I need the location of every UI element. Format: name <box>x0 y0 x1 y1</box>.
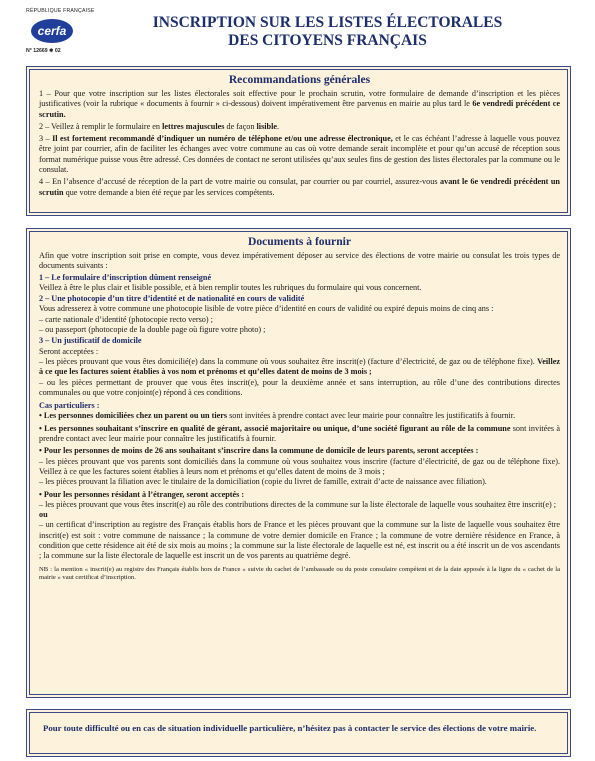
documents-title: Documents à fournir <box>247 235 352 248</box>
list-item: – ou passeport (photocopie de la double page où figure votre photo) ; <box>39 325 266 335</box>
page-header <box>26 8 569 60</box>
cerfa-logo-icon <box>30 18 74 44</box>
nb-note: NB : la mention « inscrit(e) au registre des Français établis hors de France » suivie du cachet de l’ambassade ou du poste consulaire compétent et de la date apposée à la ligne du « cachet de la mairie » vaut certificat d’inscription. <box>39 565 560 581</box>
section-domicile-title: 3 – Un justificatif de domicile <box>39 336 142 346</box>
list-item: – les pièces prouvant que vous êtes inscrit(e) au rôle des contributions directes de la commune sur la liste électorale de laquelle vous souhaitez être inscrit(e) ; <box>39 499 556 509</box>
list-item: – les pièces prouvant que vos parents sont domiciliés dans la commune où vous souhaitez vous inscrire (facture d’électricité, de gaz ou de téléphone fixe). Veillez à ce que les factures soient établies à leurs nom et prénoms et qu’elles datent de moins de 3 mois ; <box>39 456 560 476</box>
recommandation-1: 1 – Pour que votre inscription sur les listes électorales soit effective pour le prochain scrutin, votre formulaire de demande d’inscription et les pièces justificatives (voir la rubrique « documents à fournir » ci-dessous) doivent impérativement être parvenus en mairie au plus tard le 6e vendredi précédent ce scrutin. <box>39 89 560 119</box>
section-formulaire-text: Veillez à être le plus clair et lisible possible, et à bien remplir toutes les rubriques du formulaire qui vous concernent. <box>39 282 422 292</box>
list-item: – ou les pièces permettant de prouver que vous êtes inscrit(e), pour la deuxième année et sans interruption, au rôle d’une des contributions directes communales ou que votre conjoint(e) répond à ces conditions. <box>39 377 560 397</box>
recommandations-box <box>26 66 571 216</box>
ou-separator: ou <box>39 510 48 520</box>
list-item: – les pièces prouvant que vous êtes domicilié(e) dans la commune où vous souhaitez être inscrit(e) (facture d’électricité, de gaz ou de téléphone fixe). Veillez à ce que les factures soient établies à vos nom et prénoms et qu’elles datent de moins de 3 mois ; <box>39 356 560 377</box>
section-identite-title: 2 – Une photocopie d’un titre d’identité et de nationalité en cours de validité <box>39 294 305 304</box>
recommandations-title: Recommandations générales <box>228 73 371 86</box>
recommandation-2: 2 – Veillez à remplir le formulaire en lettres majuscules de façon lisible. <box>39 121 280 131</box>
footer-box <box>26 709 571 757</box>
page-title <box>86 14 569 49</box>
list-item: – carte nationale d’identité (photocopie recto verso) ; <box>39 314 213 324</box>
recommandation-4: 4 – En l’absence d’accusé de réception de la part de votre mairie ou consulat, par courrier ou par courriel, assurez-vous avant le 6e vendredi précédent un scrutin que votre demande a bien été reçue par les services compétents. <box>39 177 560 197</box>
list-item: – les pièces prouvant la filiation avec le titulaire de la domiciliation (copie du livret de famille, extrait d’acte de naissance avec filiation). <box>39 477 487 487</box>
cerfa-number: N° 12669 ✱ 02 <box>26 48 61 54</box>
republique-francaise-label: RÉPUBLIQUE FRANÇAISE <box>26 8 95 14</box>
list-item: – un certificat d’inscription au registre des Français établis hors de France et les pièces prouvant que la commune sur la liste de laquelle vous souhaitez être inscrit(e) est soit : votre commune de naissance ; la commune de votre dernier domicile en France ; la commune de votre dernière résidence en France, à condition que cette résidence ait été de six mois au moins ; la commune sur la liste électorale de laquelle est né, est inscrit ou a été inscrit un de vos ascendants ; la commune sur la liste électorale de laquelle est inscrit un de vos parents au quatrième degré. <box>39 520 560 561</box>
documents-intro: Afin que votre inscription soit prise en compte, vous devez impérativement déposer au service des élections de votre mairie ou consulat les trois types de documents suivants : <box>39 251 560 271</box>
cerfa-logo-text: cerfa <box>37 24 67 38</box>
cas-particuliers-title: Cas particuliers : <box>39 401 100 411</box>
section-formulaire-title: 1 – Le formulaire d’inscription dûment renseigné <box>39 272 212 282</box>
cas-item: • Les personnes domiciliées chez un parent ou un tiers sont invitées à prendre contact avec leur mairie pour connaître les justificatifs à fournir. <box>39 411 516 421</box>
footer-text: Pour toute difficulté ou en cas de situation individuelle particulière, n’hésitez pas à contacter le service des élections de votre mairie. <box>43 723 537 733</box>
recommandation-3: 3 – Il est fortement recommandé d’indiquer un numéro de téléphone et/ou une adresse électronique, et le cas échéant l’adresse à laquelle vous pouvez être joint par courrier, afin de faciliter les échanges avec votre commune au cas où votre demande serait incomplète et pour qu’un accusé de réception sous format numérique puisse vous être adressé. Ces données de contact ne seront utilisées qu’aux seules fins de gestion des listes électorales par la commune ou le consulat. <box>39 134 560 175</box>
cas-item: • Les personnes souhaitant s’inscrire en qualité de gérant, associé majoritaire ou unique, d’une société figurant au rôle de la commune sont invitées à prendre contact avec leur mairie pour connaître les justificatifs à fournir. <box>39 423 561 444</box>
title-line-2: DES CITOYENS FRANÇAIS <box>228 31 427 49</box>
title-line-1: INSCRIPTION SUR LES LISTES ÉLECTORALES <box>152 14 503 31</box>
cas-item: • Pour les personnes résidant à l’étranger, seront acceptés : <box>39 489 245 499</box>
documents-box <box>26 228 571 698</box>
section-identite-text: Vous adresserez à votre commune une photocopie lisible de votre pièce d’identité en cours de validité ou expiré depuis moins de cinq ans : <box>39 304 494 314</box>
cas-item: • Pour les personnes de moins de 26 ans souhaitant s’inscrire dans la commune de domicile de leurs parents, seront acceptées : <box>39 446 479 456</box>
section-domicile-text: Seront acceptées : <box>39 346 99 356</box>
